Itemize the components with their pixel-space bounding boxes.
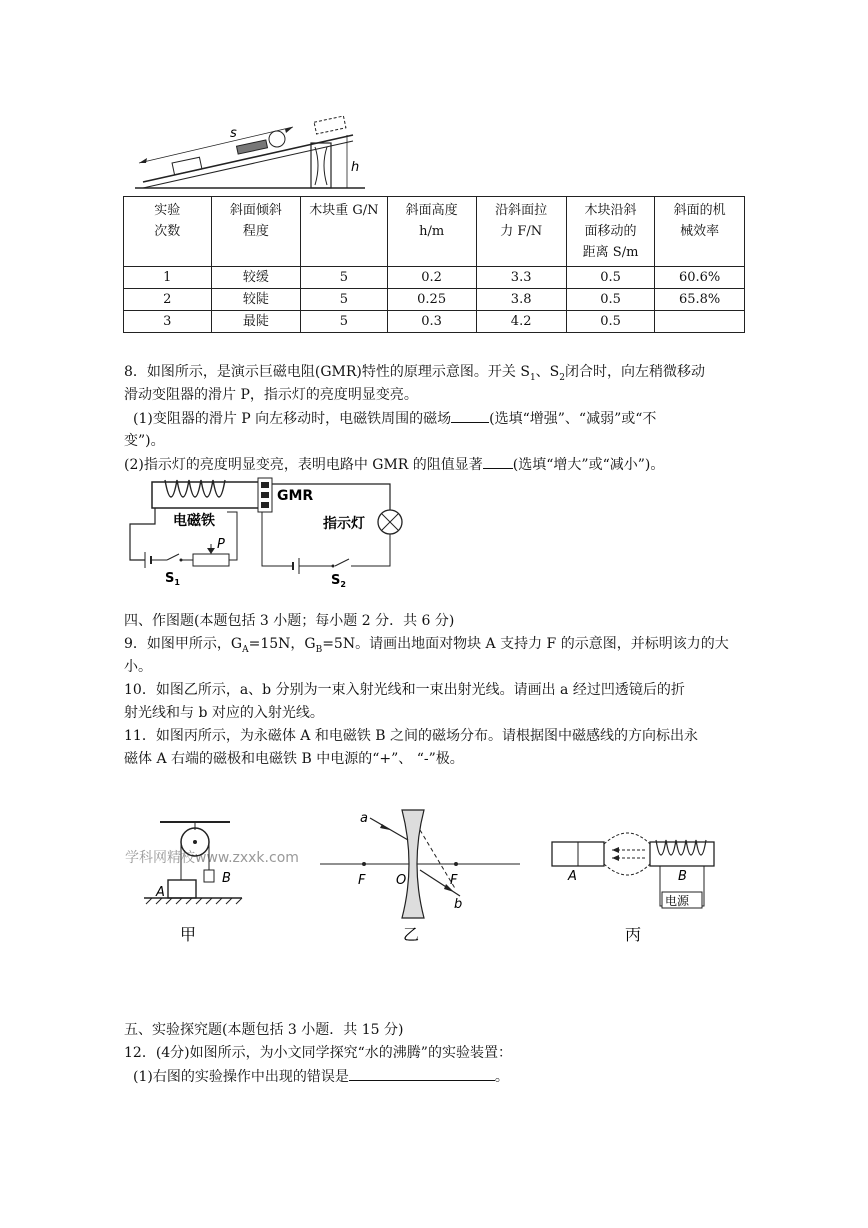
table-cell: 3.8 [476,289,566,311]
table-cell: 2 [124,289,212,311]
yi-o-label: O [396,873,407,888]
table-row [124,267,745,289]
table-header-line: h/m [419,224,445,239]
table-header-cell [655,197,745,267]
table-header-cell [301,197,388,267]
table-header-row [124,197,745,267]
table-cell: 0.5 [566,289,655,311]
lamp-label: 指示灯 [323,516,365,532]
table-header-line: 木块沿斜 [584,203,637,218]
table-cell: 0.5 [566,267,655,289]
yi-a-label: a [360,811,368,826]
table-cell: 5 [301,289,388,311]
incline-figure [125,105,375,197]
table-cell: 1 [124,267,212,289]
jia-a-label: A [156,885,165,900]
q9-line2: 小。 [124,659,152,675]
bing-caption: 丙 [625,925,642,944]
watermark: 学科网精校www.zxxk.com [125,850,299,866]
table-cell: 较陡 [211,289,300,311]
jia-b-label: B [222,871,231,886]
gmr-circuit-figure [125,472,415,590]
incline-s-label: s [230,126,237,141]
table-header-line: 斜面倾斜 [229,203,282,218]
electromagnet-label: 电磁铁 [173,513,215,529]
table-header-line: 木块重 G/N [309,203,379,218]
table-cell: 3.3 [476,267,566,289]
table-cell: 较缓 [211,267,300,289]
q11-line1: 11．如图丙所示，为永磁体 A 和电磁铁 B 之间的磁场分布。请根据图中磁感线的方向标出永 [124,728,699,744]
table-cell: 60.6% [655,267,745,289]
yi-f-left-label: F [358,873,366,888]
yi-caption: 乙 [403,925,420,944]
table-cell: 0.3 [387,311,476,333]
incline-h-label: h [351,160,360,175]
table-cell: 5 [301,311,388,333]
q10-line1: 10．如图乙所示，a、b 分别为一束入射光线和一束出射光线。请画出 a 经过凹透镜后的折 [124,682,685,698]
section5-title: 五、实验探究题(本题包括 3 小题．共 15 分) [124,1022,404,1038]
q11-line2: 磁体 A 右端的磁极和电磁铁 B 中电源的“+”、 “-”极。 [124,751,464,767]
bing-power-label: 电源 [665,894,690,908]
table-header-line: 沿斜面拉 [495,203,548,218]
jia-caption: 甲 [180,925,197,944]
figure-bing [552,833,714,944]
q8-sub1: (1)变阻器的滑片 P 向左移动时，电磁铁周围的磁场 (选填“增强”、“减弱”或“不 [133,407,656,431]
figure-jia [144,822,242,944]
q8-line2: 滑动变阻器的滑片 P，指示灯的亮度明显变亮。 [124,387,418,403]
bing-b-label: B [678,869,687,884]
slider-p-label: P [217,537,225,552]
table-header-cell [124,197,212,267]
table-cell[interactable] [655,311,745,333]
q8-blank-1[interactable] [451,407,489,423]
table-header-cell [211,197,300,267]
table-cell: 5 [301,267,388,289]
section4-title: 四、作图题(本题包括 3 小题；每小题 2 分．共 6 分) [124,613,455,629]
table-header-line: 斜面的机 [673,203,726,218]
table-header-line: 面移动的 [584,224,637,239]
table-header-line: 实验 [154,203,181,218]
table-header-cell [566,197,655,267]
switch-s2-label: $S_2$ [331,573,346,589]
yi-f-right-label: F [450,873,458,888]
table-row [124,289,745,311]
table-header-line: 次数 [154,224,181,239]
figure-yi [320,810,520,944]
table-row [124,311,745,333]
q8-blank-2[interactable] [483,453,513,469]
table-cell: 4.2 [476,311,566,333]
switch-s1-label: $S_1$ [165,571,180,587]
q12-sub1: (1)右图的实验操作中出现的错误是 。 [133,1065,509,1089]
figures-jia-yi-bing [120,800,740,950]
table-header-cell [387,197,476,267]
table-header-line: 距离 S/m [582,245,639,260]
table-header-line: 程度 [242,224,269,239]
table-cell: 最陡 [211,311,300,333]
q8-sub1-cont: 变”)。 [124,433,165,449]
table-cell: 0.5 [566,311,655,333]
table-header-line: 械效率 [680,224,720,239]
table-cell: 0.25 [387,289,476,311]
gmr-label: GMR [277,488,314,504]
table-header-line: 力 F/N [500,224,543,239]
bing-a-label: A [568,869,577,884]
q8-sub2: (2)指示灯的亮度明显变亮，表明电路中 GMR 的阻值显著 (选填“增大”或“减小”)。 [124,453,664,477]
table-header-line: 斜面高度 [405,203,458,218]
table-cell: 65.8% [655,289,745,311]
table-cell: 3 [124,311,212,333]
q8-line1: 8．如图所示，是演示巨磁电阻(GMR)特性的原理示意图。开关 $S_1$、$S_2$闭合时，向左稍微移动 [124,364,705,383]
incline-data-table [123,196,745,333]
table-cell: 0.2 [387,267,476,289]
q12-blank-1[interactable] [349,1065,495,1081]
yi-b-label: b [454,897,463,912]
q12-line: 12．(4分)如图所示，为小文同学探究“水的沸腾”的实验装置： [124,1045,512,1061]
q10-line2: 射光线和与 b 对应的入射光线。 [124,705,324,721]
table-header-cell [476,197,566,267]
q9-line1: 9．如图甲所示，$G_A=15N$，$G_B=5N$。请画出地面对物块 A 支持力 F 的示意图，并标明该力的大 [124,636,729,655]
